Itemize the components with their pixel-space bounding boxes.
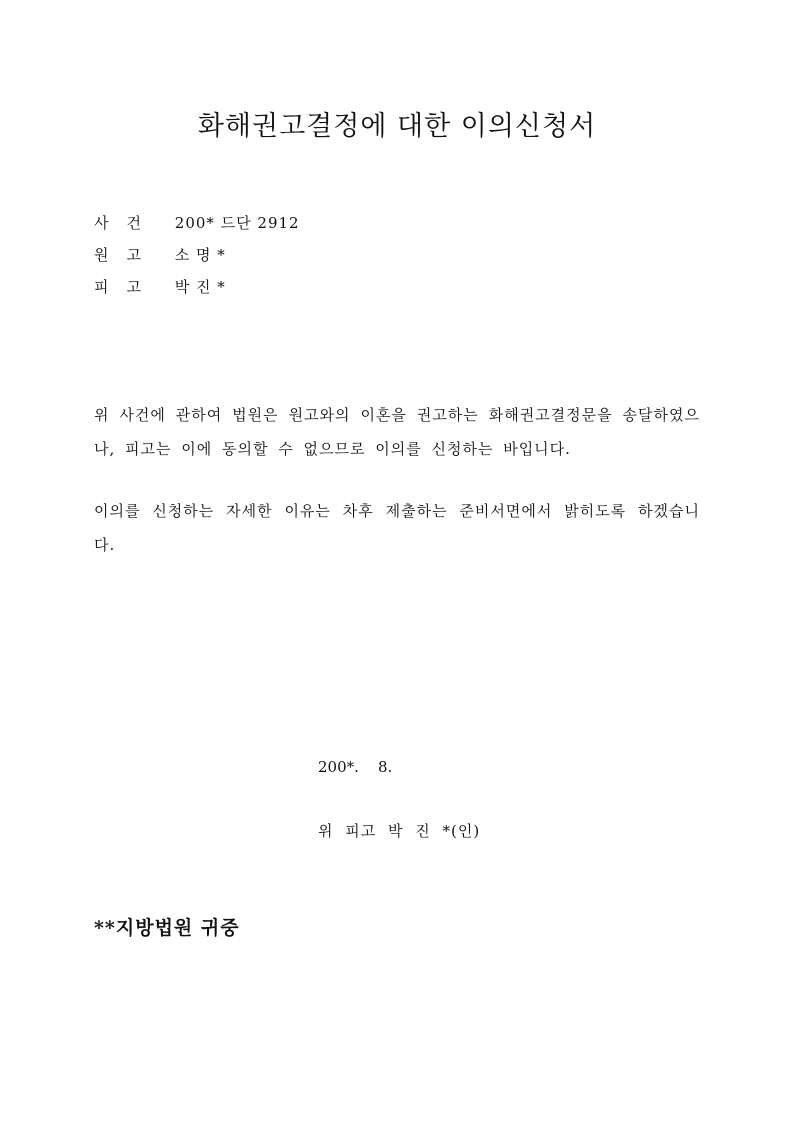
case-row-case — [94, 210, 300, 242]
case-info — [94, 210, 300, 306]
plaintiff-label: 원고 — [94, 246, 159, 264]
body-paragraph-reason: 이의를 신청하는 자세한 이유는 차후 제출하는 준비서면에서 밝히도록 하겠습니다. — [94, 502, 700, 554]
case-row-defendant — [94, 274, 300, 306]
plaintiff-name: 소 명 * — [174, 246, 226, 264]
defendant-name: 박 진 * — [174, 278, 226, 296]
case-number: 200* 드단 2912 — [174, 214, 300, 232]
document-date: 200*. 8. — [318, 758, 393, 776]
court-addressee: **지방법원 귀중 — [94, 917, 240, 939]
case-label: 사건 — [94, 214, 159, 232]
body-paragraph-objection: 위 사건에 관하여 법원은 원고와의 이혼을 권고하는 화해권고결정문을 송달하였으나, 피고는 이에 동의할 수 없으므로 이의를 신청하는 바입니다. — [94, 406, 700, 458]
defendant-label: 피고 — [94, 278, 159, 296]
document-title: 화해권고결정에 대한 이의신청서 — [197, 111, 597, 142]
signature-line: 위 피고 박 진 *(인) — [318, 822, 481, 840]
case-row-plaintiff — [94, 242, 300, 274]
